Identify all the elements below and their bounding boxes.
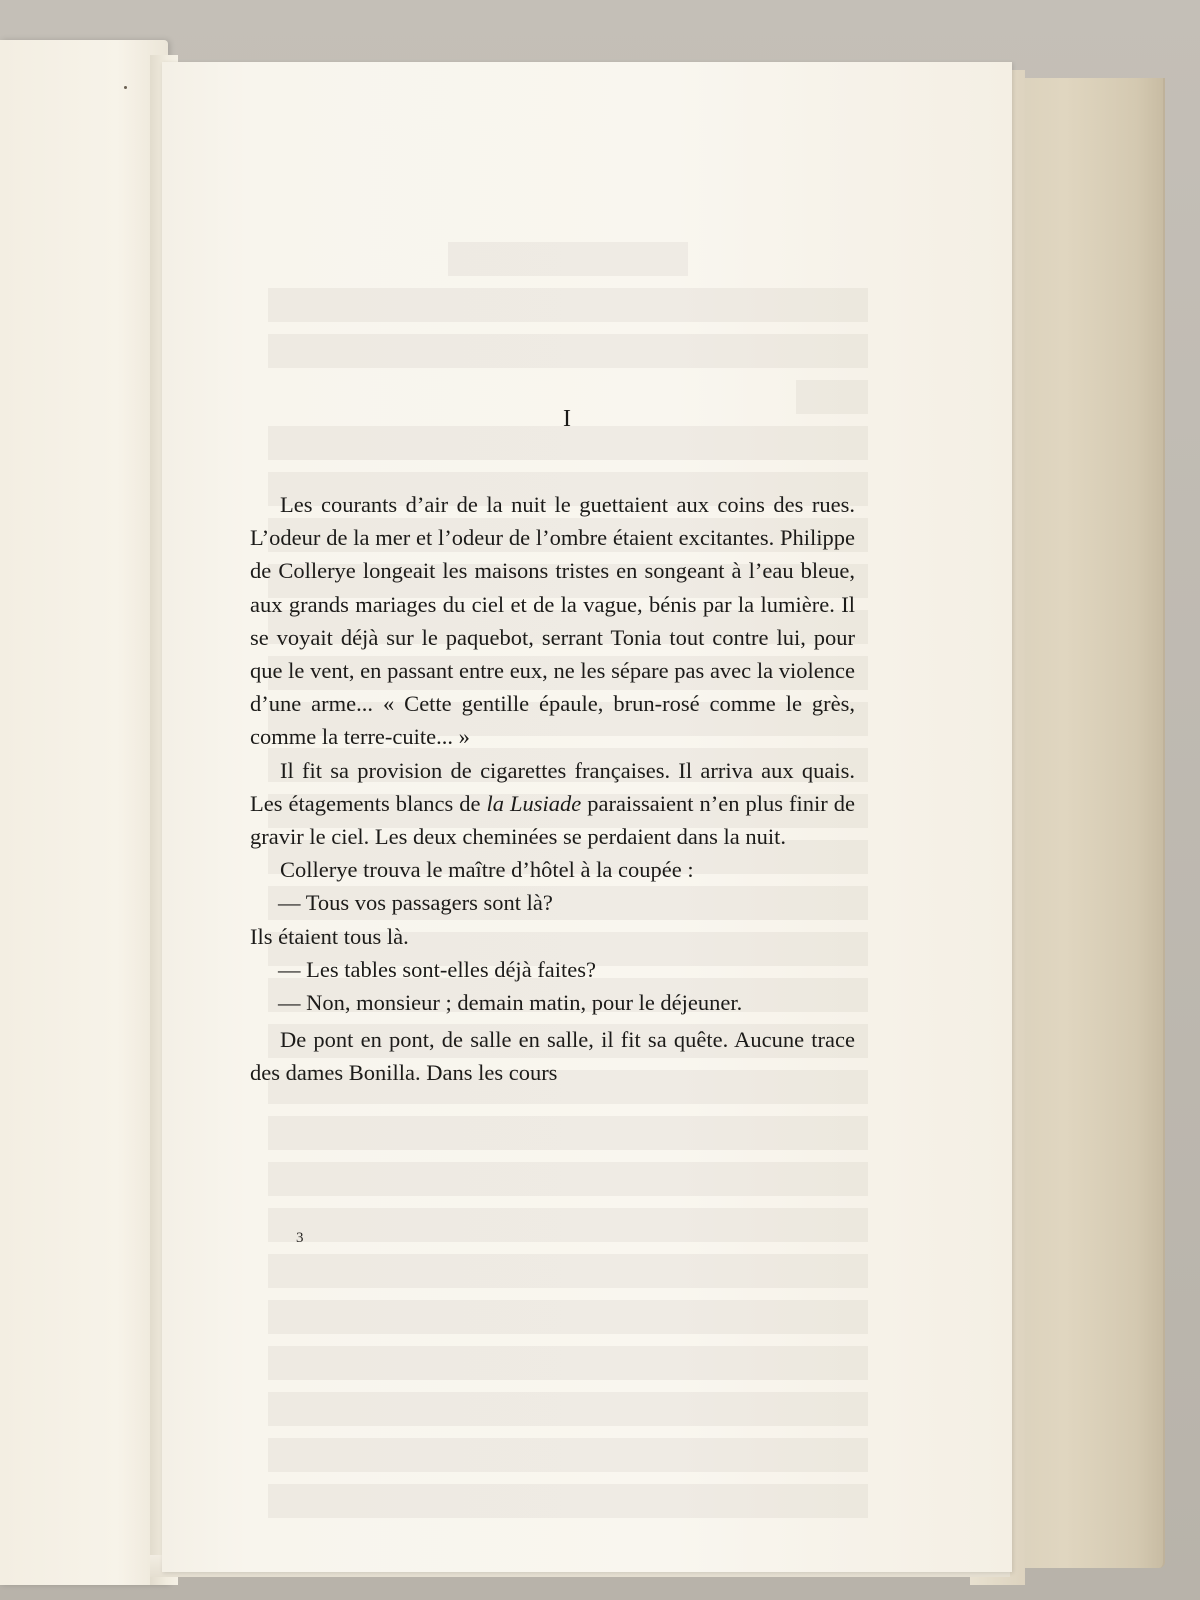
dialogue-line: — Les tables sont-elles déjà faites?	[278, 956, 597, 982]
paragraph: Les courants d’air de la nuit le guettaient aux coins des rues. L’odeur de la mer et l’odeur de l’ombre étaient excitantes. Philippe de Collerye longeait les maisons tristes en songeant à l’eau bleue, aux grands mariages du ciel et de la vague, bénis par la lumière. Il se voyait déjà sur le paquebot, serrant Tonia tout contre lui, pour que le vent, en passant entre eux, ne les sépare pas avec la violence d’une arme... « Cette gentille épaule, brun-rosé comme le grès, comme la terre-cuite... »	[250, 492, 855, 750]
left-page	[0, 40, 168, 1585]
paragraph	[250, 754, 855, 854]
paper-speck	[124, 86, 127, 89]
paragraph: Collerye trouva le maître d’hôtel à la coupée :	[280, 857, 694, 883]
ship-name: la Lusiade	[486, 790, 582, 816]
paragraph-text: Il fit sa provision de cigarettes françaises. Il arriva aux quais. Les étagements blancs de	[250, 757, 855, 816]
body-text	[250, 488, 855, 1090]
paragraph: De pont en pont, de salle en salle, il fit sa quête. Aucune trace des dames Bonilla. Dans les cours	[250, 1027, 855, 1086]
dialogue-line: — Non, monsieur ; demain matin, pour le déjeuner.	[278, 990, 743, 1016]
paragraph-text: paraissaient n’en plus finir de gravir le ciel. Les deux cheminées se perdaient dans la nuit.	[250, 790, 855, 850]
dialogue-line: — Tous vos passagers sont là?	[278, 890, 553, 916]
paragraph: Ils étaient tous là.	[250, 923, 409, 949]
chapter-number: I	[563, 406, 571, 432]
page-number: 3	[296, 1230, 304, 1246]
